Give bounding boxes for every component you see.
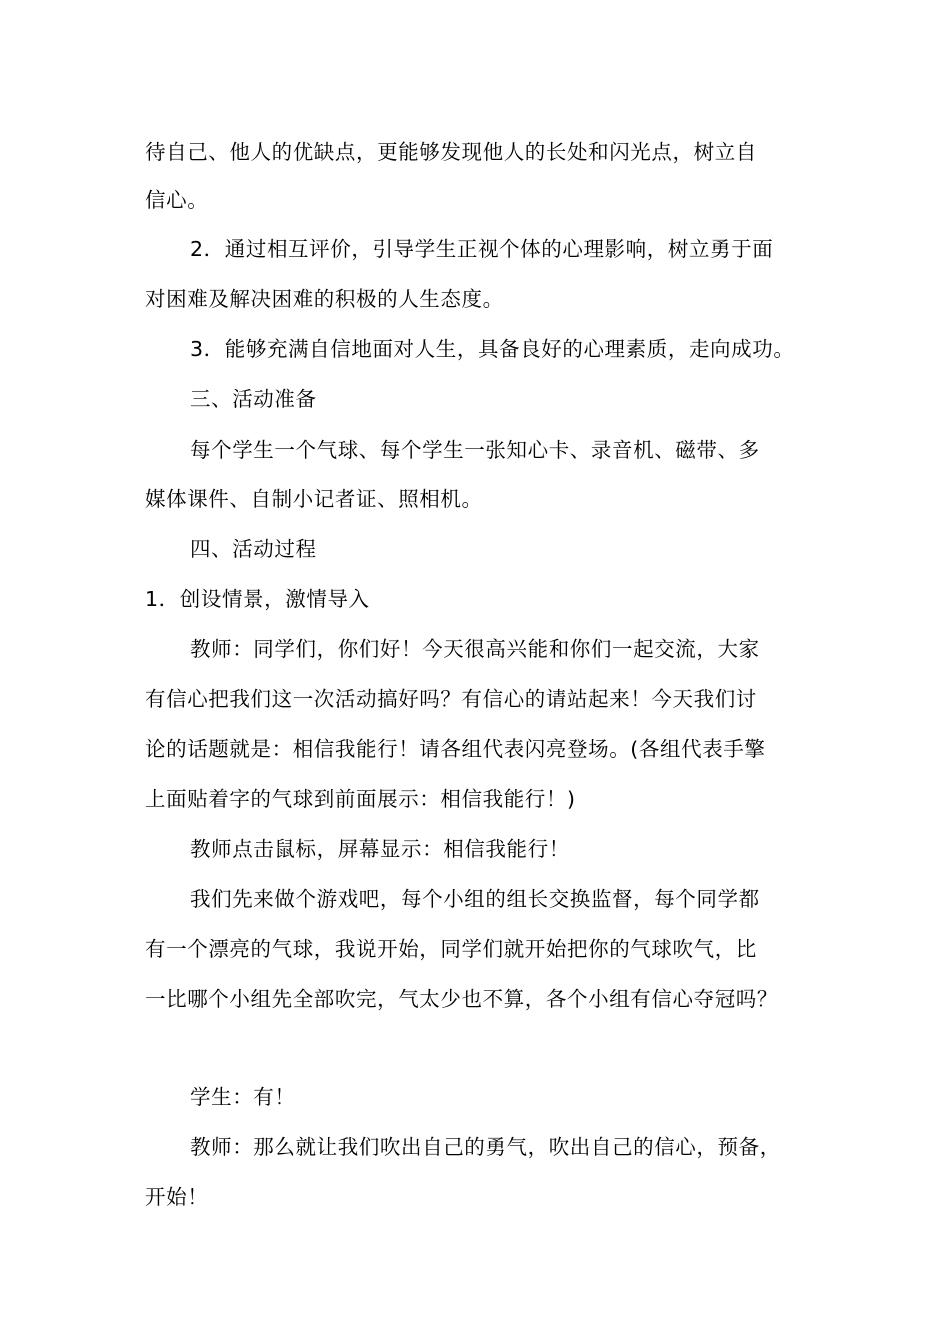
text-line-16: 我们先来做个游戏吧，每个小组的组长交换监督，每个同学都 [190, 887, 760, 911]
text-line-7: 每个学生一个气球、每个学生一张知心卡、录音机、磁带、多 [190, 438, 760, 462]
text-line-18: 一比哪个小组先全部吹完，气太少也不算，各个小组有信心夺冠吗？ [145, 987, 778, 1011]
text-line-1: 待自己、他人的优缺点，更能够发现他人的长处和闪光点，树立自 [145, 140, 757, 164]
subsection-heading-1: 1．创设情景，激情导入 [145, 587, 370, 611]
text-line-4: 对困难及解决困难的积极的人生态度。 [145, 287, 504, 311]
text-line-19: 学生：有！ [190, 1085, 296, 1109]
text-line-11: 教师：同学们，你们好！今天很高兴能和你们一起交流，大家 [190, 637, 760, 661]
text-line-13: 论的话题就是：相信我能行！请各组代表闪亮登场。(各组代表手擎 [145, 737, 766, 761]
text-line-8: 媒体课件、自制小记者证、照相机。 [145, 487, 483, 511]
text-line-2: 信心。 [145, 188, 209, 212]
text-line-14: 上面贴着字的气球到前面展示：相信我能行！) [145, 787, 576, 811]
section-heading-preparation: 三、活动准备 [190, 387, 317, 411]
text-line-3: 2．通过相互评价，引导学生正视个体的心理影响，树立勇于面 [190, 237, 774, 261]
section-heading-process: 四、活动过程 [190, 537, 317, 561]
text-line-21: 开始！ [145, 1185, 209, 1209]
text-line-5: 3．能够充满自信地面对人生，具备良好的心理素质，走向成功。 [190, 337, 795, 361]
text-line-15: 教师点击鼠标，屏幕显示：相信我能行！ [190, 837, 570, 861]
text-line-12: 有信心把我们这一次活动搞好吗？有信心的请站起来！今天我们讨 [145, 687, 757, 711]
text-line-20: 教师：那么就让我们吹出自己的勇气，吹出自己的信心，预备， [190, 1135, 781, 1159]
text-line-17: 有一个漂亮的气球，我说开始，同学们就开始把你的气球吹气，比 [145, 937, 757, 961]
